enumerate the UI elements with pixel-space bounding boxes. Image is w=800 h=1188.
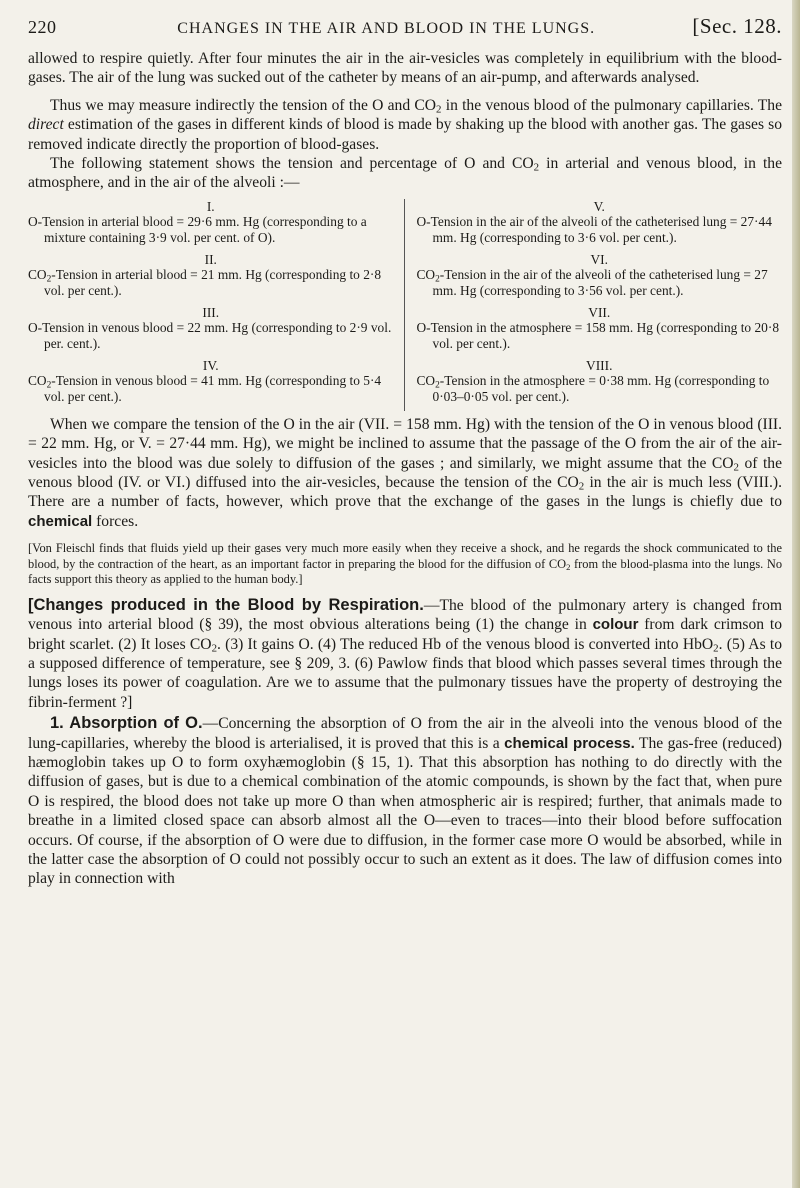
page-edge xyxy=(792,0,800,1188)
chapter-title: CHANGES IN THE AIR AND BLOOD IN THE LUNGS. xyxy=(177,20,596,37)
table-entry: V. O-Tension in the air of the alveoli of the catheterised lung = 27·44 mm. Hg (corresponding to 3·6 vol. per cent.). xyxy=(416,198,772,245)
paragraph-absorption: 1. Absorption of O.—Concerning the absorption of O from the air in the alveoli into the venous blood of the lung-capillaries, whereby the blood is arterialised, it is proved that this is a chemical process. The gas-free (reduced) hæmoglobin takes up O to form oxyhæmoglobin (§ 15, 1). That this absorption has nothing to do directly with the diffusion of gases, but is due to a chemical combination of the atomic compounds, is shown by the fact that, when pure O is respired, the blood does not take up more O than when atmospheric air is respired; further, that animals made to breathe in a limited closed space can absorb almost all the O—even to traces—into their blood before suffocation occurs. Of course, if the absorption of O were due to diffusion, in the former case more O would be absorbed, while in the latter case the absorption of O could not possibly occur to such an extent as it does. The law of diffusion comes into play in connection with xyxy=(28,714,782,888)
table-entry: III. O-Tension in venous blood = 22 mm. Hg (corresponding to 2·9 vol. per. cent.). xyxy=(28,304,392,351)
table-entry: VII. O-Tension in the atmosphere = 158 mm. Hg (corresponding to 20·8 vol. per cent.). xyxy=(416,304,780,351)
paragraph-changes: [Changes produced in the Blood by Respiration.—The blood of the pulmonary artery is changed from venous into arterial blood (§ 39), the most obvious alterations being (1) the change in colour from dark crimson to bright scarlet. (2) It loses $CO_2$. (3) It gains O. (4) The reduced Hb of the venous blood is converted into HbO$_2$. (5) As to a supposed difference of temperature, see § 209, 3. (6) Pawlow finds that blood which passes several times through the lungs loses its power of coagulation. Are we to assume that the pulmonary tissues have the property of destroying the fibrin-ferment ?] xyxy=(28,595,783,711)
section-heading: [Changes produced in the Blood by Respiration. xyxy=(28,595,424,614)
tension-table-right xyxy=(404,199,783,411)
paragraph-statement: The following statement shows the tension and percentage of O and $CO_2$ in arterial and venous blood, in the atmosphere, and in the air of the alveoli :— xyxy=(28,155,782,192)
table-entry: I. O-Tension in arterial blood = 29·6 mm. Hg (corresponding to a mixture containing 3·9 vol. per cent. of O). xyxy=(28,198,367,245)
tension-table-left xyxy=(28,199,404,411)
table-entry: II. $CO_2$-Tension in arterial blood = 21 mm. Hg (corresponding to 2·8 vol. per cent.). xyxy=(28,251,382,298)
table-entry: VI. $CO_2$-Tension in the air of the alveoli of the catheterised lung = 27 mm. Hg (corresponding to 3·56 vol. per cent.). xyxy=(416,251,768,298)
table-entry: IV. $CO_2$-Tension in venous blood = 41 mm. Hg (corresponding to 5·4 vol. per cent.). xyxy=(28,357,382,404)
tension-table xyxy=(28,199,782,411)
intro-paragraph: allowed to respire quietly. After four minutes the air in the air-vesicles was completely in equilibrium with the blood-gases. The air of the lung was sucked out of the catheter by means of an air-pump, and afterwards analysed. xyxy=(28,50,782,87)
paragraph-compare: When we compare the tension of the O in the air (VII. = 158 mm. Hg) with the tension of the O in venous blood (III. = 22 mm. Hg, or V. = 27·44 mm. Hg), we might be inclined to assume that the passage of the O from the air of the air-vesicles into the blood was due solely to diffusion of the gases ; and similarly, we might assume that the $CO_2$ of the venous blood (IV. or VI.) diffused into the air-vesicles, because the tension of the $CO_2$ in the air is much less (VIII.). There are a number of facts, however, which prove that the exchange of the gases in the lungs is chiefly due to chemical forces. xyxy=(28,415,783,530)
table-entry: VIII. $CO_2$-Tension in the atmosphere = 0·38 mm. Hg (corresponding to 0·03–0·05 vol. per cent.). xyxy=(416,357,770,404)
section-heading: 1. Absorption of O. xyxy=(50,714,203,733)
editor-note: [Von Fleischl finds that fluids yield up their gases very much more easily when they receive a shock, and he regards the shock communicated to the blood, by the contraction of the heart, as an important factor in preparing the blood for the diffusion of $CO_2$ from the blood-plasma into the lungs. No facts support this theory as applied to the human body.] xyxy=(28,541,783,587)
paragraph-measure: Thus we may measure indirectly the tension of the O and $CO_2$ in the venous blood of the pulmonary capillaries. The direct estimation of the gases in different kinds of blood is made by shaking up the blood with another gas. The gases so removed indicate directly the proportion of blood-gases. xyxy=(28,96,782,153)
section-number: [Sec. 128. xyxy=(692,14,782,38)
running-head xyxy=(28,14,782,39)
page-number: 220 xyxy=(28,17,57,37)
